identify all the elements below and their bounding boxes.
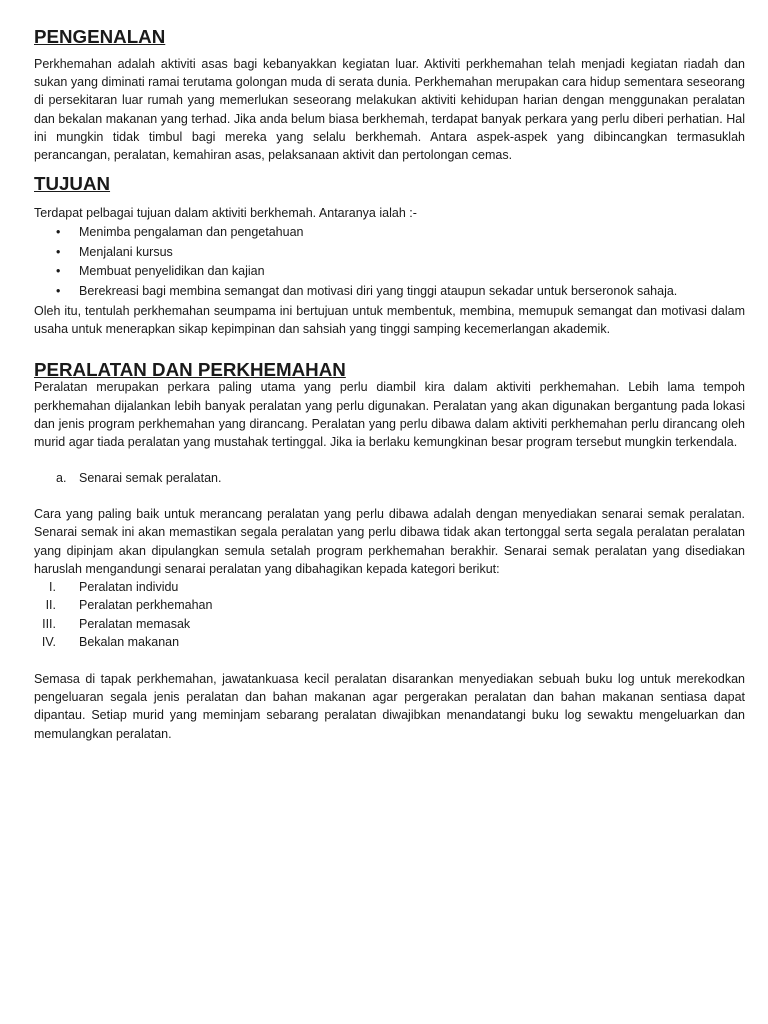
list-item-text: Berekreasi bagi membina semangat dan motivasi diri yang tinggi ataupun sekadar untuk berseronok sahaja. — [79, 284, 678, 299]
list-item — [34, 578, 745, 597]
paragraph-tujuan-conclusion: Oleh itu, tentulah perkhemahan seumpama ini bertujuan untuk membentuk, membina, memupuk semangat dan motivasi dalam usaha untuk menerapkan sikap kepimpinan dan sahsiah yang tinggi samping kecemerlangan akademik. — [34, 303, 745, 337]
heading-peralatan: PERALATAN DAN PERKHEMAHAN — [34, 359, 346, 381]
list-item — [34, 223, 745, 243]
list-item-text: Menjalani kursus — [79, 244, 173, 259]
bullet-marker: • — [56, 224, 61, 239]
list-marker: a. — [56, 471, 67, 486]
list-item-text: Menimba pengalaman dan pengetahuan — [79, 224, 304, 239]
list-marker: I. — [49, 579, 56, 594]
list-item-text: Membuat penyelidikan dan kajian — [79, 264, 265, 279]
list-marker: IV. — [41, 635, 56, 650]
list-item-text: Peralatan perkhemahan — [79, 598, 213, 613]
list-item — [34, 596, 745, 615]
paragraph-peralatan-intro: Peralatan merupakan perkara paling utama yang perlu diambil kira dalam aktiviti perkhemahan. Lebih lama tempoh perkhemahan dijalankan lebih banyak peralatan yang perlu digunakan. Peralatan yang akan digunakan bergantung pada lokasi dan jenis program perkhemahan yang dirancang. Peralatan yang perlu dibawa dalam aktiviti perkhemahan perlu dirancang oleh murid agar tiada peralatan yang mustahak tertinggal. Jika ia berlaku kemungkinan besar program tersebut mungkin terkendala. — [34, 380, 745, 449]
heading-tujuan: TUJUAN — [34, 173, 111, 195]
bullet-marker: • — [56, 264, 61, 279]
subsection-label: Senarai semak peralatan. — [79, 471, 222, 486]
list-item — [34, 633, 745, 652]
subsection-senarai-semak — [34, 469, 745, 487]
tujuan-bullet-list — [34, 223, 745, 302]
list-item — [34, 615, 745, 634]
kategori-roman-list — [34, 578, 745, 652]
paragraph-buku-log: Semasa di tapak perkhemahan, jawatankuasa kecil peralatan disarankan menyediakan sebuah buku log untuk merekodkan pengeluaran segala jenis peralatan dan bahan makanan agar pergerakan peralatan dan bahan makanan sentiasa dapat dipantau. Setiap murid yang meminjam sebarang peralatan diwajibkan menandatangi buku log sewaktu mengeluarkan dan memulangkan peralatan. — [34, 671, 745, 741]
list-marker: III. — [42, 616, 56, 631]
list-item-text: Peralatan memasak — [79, 616, 191, 631]
list-marker: II. — [45, 598, 56, 613]
heading-pengenalan: PENGENALAN — [34, 26, 166, 47]
paragraph-tujuan-intro: Terdapat pelbagai tujuan dalam aktiviti berkhemah. Antaranya ialah :- — [34, 206, 417, 221]
list-item — [34, 243, 745, 263]
bullet-marker: • — [56, 284, 61, 299]
bullet-marker: • — [56, 244, 61, 259]
list-item — [34, 262, 745, 282]
paragraph-senarai-semak: Cara yang paling baik untuk merancang peralatan yang perlu dibawa adalah dengan menyediakan senarai semak peralatan. Senarai semak ini akan memastikan segala peralatan yang perlu dibawa tidak akan tertonggal serta segala peralatan peralatan yang dipinjam akan dipulangkan semula setalah program perkhemahan berakhir. Senarai semak peralatan yang disediakan haruslah mengandungi senarai peralatan yang dibahagikan kepada kategori berikut: — [34, 507, 745, 576]
list-item-text: Peralatan individu — [79, 579, 179, 594]
list-item — [34, 282, 745, 302]
list-item-text: Bekalan makanan — [79, 635, 180, 650]
paragraph-pengenalan: Perkhemahan adalah aktiviti asas bagi kebanyakkan kegiatan luar. Aktiviti perkhemahan telah menjadi kegiatan riadah dan sukan yang diminati ramai terutama golongan muda di serata dunia. Perkhemahan merupakan cara hidup sementara seseorang di persekitaran luar rumah yang memerlukan seseorang melakukan aktiviti kehidupan harian dengan menggunakan peralatan dan bekalan makanan yang terhad. Jika anda belum biasa berkhemah, terdapat banyak perkara yang perlu diberi perhatian. Hal ini mungkin tidak timbul bagi mereka yang selalu berkhemah. Antara aspek-aspek yang dibincangkan termasuklah perancangan, peralatan, kemahiran asas, pelaksanaan aktivit dan pertolongan cemas. — [34, 57, 745, 163]
